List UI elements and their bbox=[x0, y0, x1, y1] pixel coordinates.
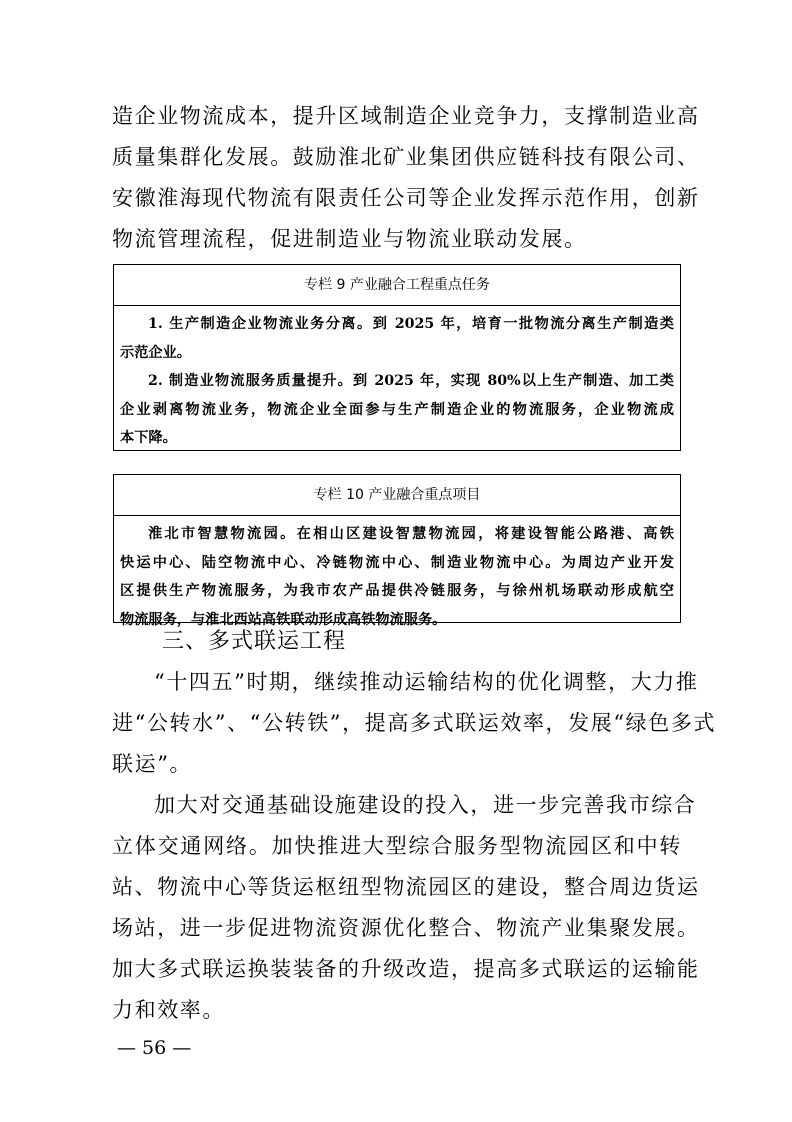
box9-line-1: 1. 生产制造企业物流业务分离。到 2025 年，培育一批物流分离生产制造类 bbox=[148, 316, 674, 332]
box9-line-3: 2. 制造业物流服务质量提升。到 2025 年，实现 80%以上生产制造、加工类 bbox=[148, 373, 674, 389]
paragraph-2-line-1: “十四五”时期，继续推动运输结构的优化调整，大力推 bbox=[154, 670, 699, 694]
paragraph-2 bbox=[112, 662, 717, 785]
paragraph-3-line-3: 站、物流中心等货运枢纽型物流园区的建设，整合周边货运 bbox=[112, 875, 700, 899]
intro-paragraph bbox=[112, 96, 700, 260]
column-box-10-title: 专栏 10 产业融合重点项目 bbox=[114, 475, 680, 516]
column-box-9-title: 专栏 9 产业融合工程重点任务 bbox=[114, 265, 680, 306]
paragraph-3-line-1: 加大对交通基础设施建设的投入，进一步完善我市综合 bbox=[154, 793, 697, 817]
box10-line-2: 快运中心、陆空物流中心、冷链物流中心、制造业物流中心。为周边产业开发 bbox=[120, 554, 674, 571]
intro-line-1: 造企业物流成本，提升区域制造企业竞争力，支撑制造业高 bbox=[112, 104, 700, 128]
box9-line-2: 示范企业。 bbox=[120, 344, 191, 361]
intro-line-3: 安徽淮海现代物流有限责任公司等企业发挥示范作用，创新 bbox=[112, 186, 700, 210]
paragraph-3 bbox=[112, 785, 700, 1031]
paragraph-2-line-2: 进“公转水”、“公转铁”，提高多式联运效率，发展“绿色多式 bbox=[112, 711, 717, 735]
box10-line-3: 区提供生产物流服务，为我市农产品提供冷链服务，与徐州机场联动形成航空 bbox=[120, 583, 674, 599]
box9-line-4: 企业剥离物流业务，物流企业全面参与生产制造企业的物流服务，企业物流成 bbox=[120, 401, 674, 418]
page-number: — 56 — bbox=[117, 1037, 192, 1059]
column-box-10 bbox=[113, 474, 681, 628]
paragraph-3-line-4: 场站，进一步促进物流资源优化整合、物流产业集聚发展。 bbox=[112, 916, 700, 940]
paragraph-3-line-6: 力和效率。 bbox=[112, 998, 225, 1022]
box10-line-4: 物流服务，与淮北西站高铁联动形成高铁物流服务。 bbox=[120, 611, 447, 628]
box9-line-5: 本下降。 bbox=[120, 430, 177, 446]
column-box-9-body bbox=[114, 306, 680, 457]
column-box-9 bbox=[113, 264, 681, 451]
intro-line-2: 质量集群化发展。鼓励淮北矿业集团供应链科技有限公司、 bbox=[112, 145, 700, 169]
section-heading: 三、多式联运工程 bbox=[162, 629, 347, 654]
paragraph-3-line-2: 立体交通网络。加快推进大型综合服务型物流园区和中转 bbox=[112, 834, 682, 858]
intro-line-4: 物流管理流程，促进制造业与物流业联动发展。 bbox=[112, 227, 587, 251]
box10-line-1: 淮北市智慧物流园。在相山区建设智慧物流园，将建设智能公路港、高铁 bbox=[148, 526, 674, 542]
paragraph-2-line-3: 联运”。 bbox=[112, 752, 193, 776]
paragraph-3-line-5: 加大多式联运换装装备的升级改造，提高多式联运的运输能 bbox=[112, 957, 700, 981]
column-box-10-body bbox=[114, 516, 680, 638]
